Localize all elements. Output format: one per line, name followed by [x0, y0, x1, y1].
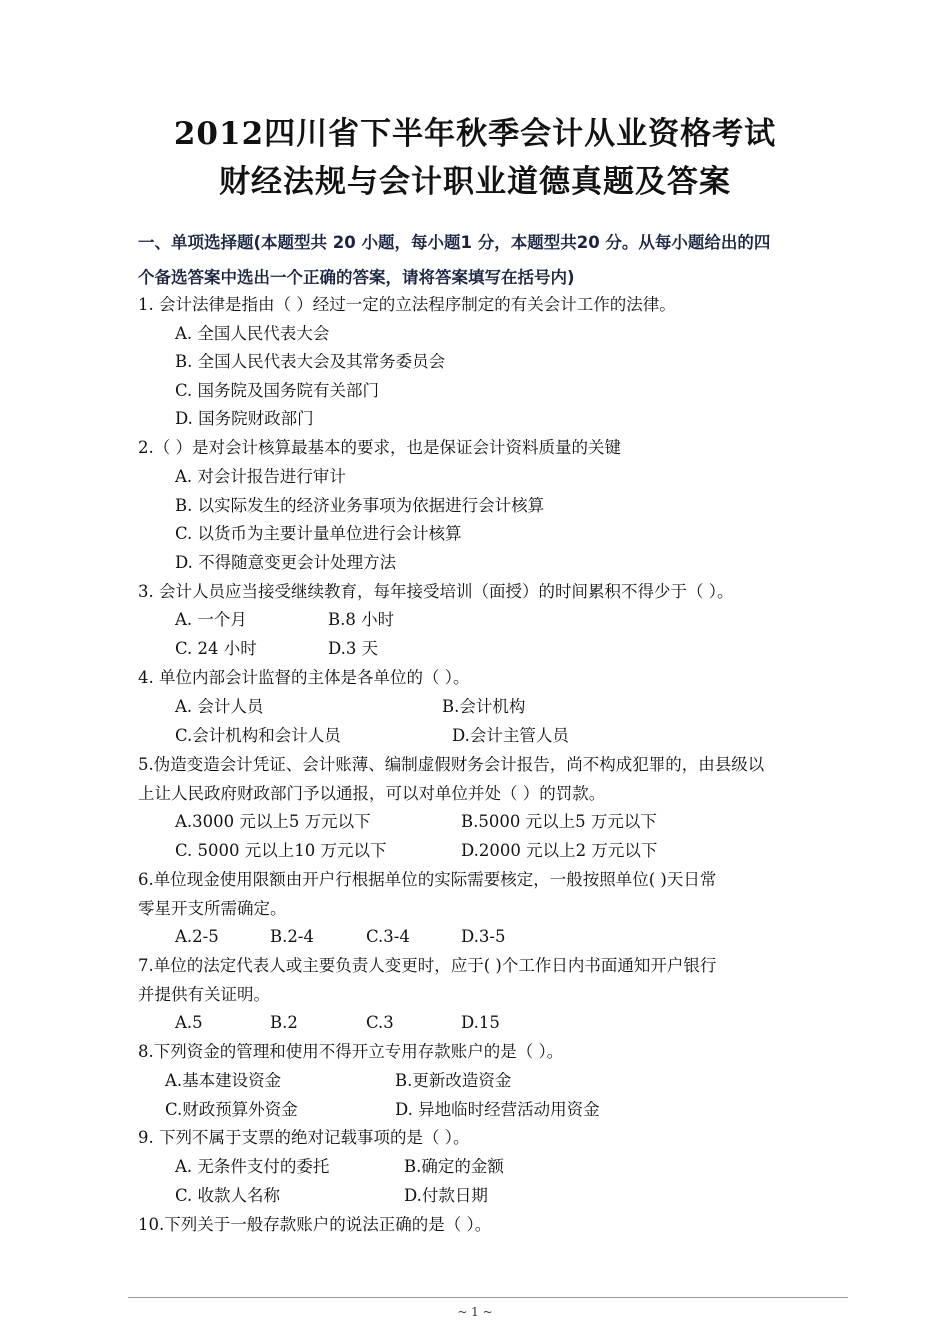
question-1-option-d: D. 国务院财政部门 — [175, 409, 314, 428]
question-6-stem-line-1: 6.单位现金使用限额由开户行根据单位的实际需要核定，一般按照单位( )天日常 — [138, 870, 717, 889]
question-6-option-c: C.3-4 — [366, 927, 410, 946]
question-2-option-c: C. 以货币为主要计量单位进行会计核算 — [175, 524, 462, 543]
question-7-stem-line-2: 并提供有关证明。 — [138, 985, 270, 1004]
question-1-option-c: C. 国务院及国务院有关部门 — [175, 381, 380, 400]
question-4-option-c: C.会计机构和会计人员 — [175, 726, 341, 745]
question-2-option-b: B. 以实际发生的经济业务事项为依据进行会计核算 — [175, 496, 545, 515]
question-5-option-b: B.5000 元以上5 万元以下 — [461, 812, 657, 831]
question-4-stem: 4. 单位内部会计监督的主体是各单位的（ ）。 — [138, 668, 470, 687]
question-1-option-b: B. 全国人民代表大会及其常务委员会 — [175, 352, 446, 371]
question-8-option-c: C.财政预算外资金 — [165, 1100, 298, 1119]
question-2-stem: 2.（ ）是对会计核算最基本的要求，也是保证会计资料质量的关键 — [138, 438, 621, 457]
question-9-option-a: A. 无条件支付的委托 — [175, 1157, 330, 1176]
question-9-stem: 9. 下列不属于支票的绝对记载事项的是（ ）。 — [138, 1128, 470, 1147]
question-3-option-c: C. 24 小时 — [175, 639, 257, 658]
question-3-option-b: B.8 小时 — [328, 610, 395, 629]
question-6-option-b: B.2-4 — [270, 927, 314, 946]
question-10-stem: 10.下列关于一般存款账户的说法正确的是（ ）。 — [138, 1215, 492, 1234]
question-6-option-d: D.3-5 — [461, 927, 506, 946]
section-heading-line-1: 一、单项选择题(本题型共 20 小题，每小题1 分，本题型共20 分。从每小题给出的四 — [138, 233, 771, 252]
question-6-stem-line-2: 零星开支所需确定。 — [138, 899, 287, 918]
question-5-option-c: C. 5000 元以上10 万元以下 — [175, 841, 387, 860]
question-4-option-d: D.会计主管人员 — [452, 726, 569, 745]
question-7-option-a: A.5 — [175, 1013, 203, 1032]
question-8-option-d: D. 异地临时经营活动用资金 — [395, 1100, 600, 1119]
question-1-stem: 1. 会计法律是指由（ ）经过一定的立法程序制定的有关会计工作的法律。 — [138, 295, 676, 314]
question-5-stem-line-2: 上让人民政府财政部门予以通报，可以对单位并处（ ）的罚款。 — [138, 784, 606, 803]
footer-rule — [128, 1297, 848, 1298]
question-2-option-d: D. 不得随意变更会计处理方法 — [175, 553, 397, 572]
question-9-option-d: D.付款日期 — [404, 1186, 488, 1205]
title-line-1: 2012四川省下半年秋季会计从业资格考试 — [173, 116, 777, 152]
question-3-option-d: D.3 天 — [328, 639, 379, 658]
question-5-stem-line-1: 5.伪造变造会计凭证、会计账薄、编制虚假财务会计报告，尚不构成犯罪的，由县级以 — [138, 755, 765, 774]
question-2-option-a: A. 对会计报告进行审计 — [175, 467, 346, 486]
question-6-option-a: A.2-5 — [175, 927, 219, 946]
question-5-option-d: D.2000 元以上2 万元以下 — [461, 841, 658, 860]
question-7-option-c: C.3 — [366, 1013, 394, 1032]
question-7-stem-line-1: 7.单位的法定代表人或主要负责人变更时，应于( )个工作日内书面通知开户银行 — [138, 956, 717, 975]
question-4-option-a: A. 会计人员 — [175, 697, 264, 716]
question-3-option-a: A. 一个月 — [175, 610, 247, 629]
question-8-option-b: B.更新改造资金 — [395, 1071, 512, 1090]
question-1-option-a: A. 全国人民代表大会 — [175, 324, 330, 343]
page-number: ~ 1 ~ — [457, 1305, 493, 1319]
question-8-option-a: A.基本建设资金 — [165, 1071, 282, 1090]
question-7-option-d: D.15 — [461, 1013, 500, 1032]
question-9-option-b: B.确定的金额 — [404, 1157, 504, 1176]
title-line-2: 财经法规与会计职业道德真题及答案 — [219, 164, 731, 200]
question-4-option-b: B.会计机构 — [442, 697, 526, 716]
question-7-option-b: B.2 — [270, 1013, 298, 1032]
section-heading-line-2: 个备选答案中选出一个正确的答案，请将答案填写在括号内) — [138, 268, 575, 287]
question-9-option-c: C. 收款人名称 — [175, 1186, 281, 1205]
question-3-stem: 3. 会计人员应当接受继续教育，每年接受培训（面授）的时间累积不得少于（ ）。 — [138, 582, 734, 601]
question-8-stem: 8.下列资金的管理和使用不得开立专用存款账户的是（ ）。 — [138, 1042, 564, 1061]
question-5-option-a: A.3000 元以上5 万元以下 — [175, 812, 371, 831]
